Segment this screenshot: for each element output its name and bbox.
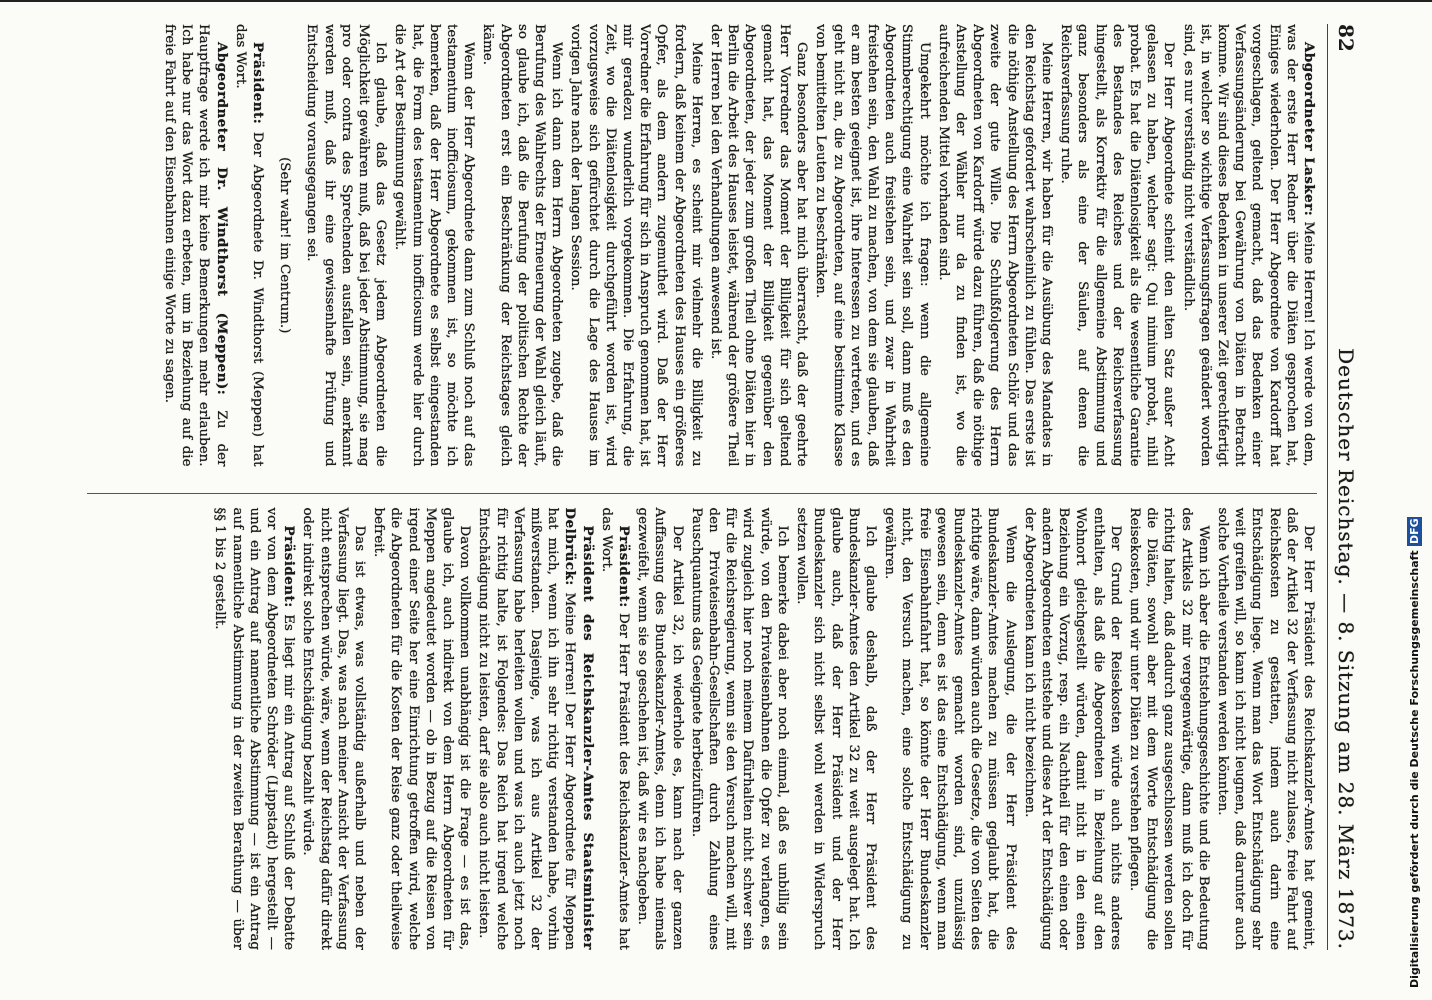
paragraph bbox=[232, 24, 266, 467]
paragraph-text: Es liegt mir ein Antrag auf Schluß der Debatte vor von dem Abgeordneten Schröder (Lippstadt) hergestellt — und ein Antrag auf namentliche Abstimmung — ist ein Antrag auf namentliche Abstimmung in der zweiten Berathung — über §§ 1 bis 2 gestellt. bbox=[212, 507, 297, 950]
paragraph-text: Ich glaube, daß das Gesetz jedem Abgeordneten die Möglichkeit gewähren muß, daß bei jeder Abstimmung, sie mag pro oder contra des Sprechenden ausfallen sein, anerkannt werden muß, daß ihr eine gewissenhafte Prüfung und Entscheidung vorausgegangen sei. bbox=[304, 24, 389, 467]
speaker-name: Präsident: bbox=[616, 525, 633, 608]
text-column-left bbox=[87, 24, 1317, 467]
paragraph-text: Wenn der Herr Abgeordnete dann zum Schluß noch auf das testamentum inofficiosum, gekommen ist, so möchte ich bemerken, daß der Herr Abgeordnete es selbst eingestanden hat, die Form des testamentum inofficiosum werde hier durch die Art der Bestimmung gewählt. bbox=[392, 24, 477, 467]
paragraph bbox=[161, 24, 230, 467]
paragraph bbox=[1021, 508, 1124, 951]
speaker-name: Präsident: bbox=[250, 42, 267, 125]
paragraph-text: Zu der Hauptfrage werde ich mir keine Bemerkungen mehr erlauben. Ich habe nur das Wort dazu erbeten, um in Beziehung auf die freie Fahrt auf den Eisenbahnen einige Worte zu sagen. bbox=[162, 24, 229, 467]
paragraph-text: Meine Herren! Ich werde von dem, was der erste Herr Redner über die Diäten gesprochen hat, Einiges wiederholen. Der Herr Abgeordnete von Kardorff hat vorgeschlagen, geltend gemacht, daß das Bedenken einer Verfassungsänderung bei Gewährung von Diäten in Betracht komme. Wir sind dieses Bedenken in unserer Zeit gerechtfertigt ist, in welcher so wichtige Verfassungsfragen geändert worden sind, es nur verständig nicht verständlich. bbox=[1180, 24, 1316, 467]
text-columns bbox=[87, 24, 1317, 950]
dfg-logo-badge: DFG bbox=[1408, 518, 1421, 545]
text-column-right bbox=[87, 493, 1317, 951]
paragraph-text: Meine Herren, wir haben für die Ausübung des Mandates in den Reichstag gefordert wahrscheinlich zu fühlen. Das erste ist die nöthige Anstellung des Herrn Abgeordneten Schlör und das zweite der gute Wille. Die Schlußfolgerung des Herrn Abgeordneten von Kardorff würde dazu führen, daß die nöthige Anstellung der Wähler nur da zu finden ist, wo die aufreichenden Mittel vorhanden sind. bbox=[935, 24, 1054, 467]
paragraph bbox=[276, 24, 293, 467]
paragraph bbox=[479, 24, 565, 467]
paragraph bbox=[812, 24, 932, 467]
paragraph bbox=[370, 508, 473, 951]
digitization-credit-text: Digitalisierung gefördert durch die Deutsche Forschungsgemeinschaft bbox=[1408, 550, 1421, 988]
paragraph-text: Meine Herren! Der Herr Abgeordnete für Meppen hat mich, wenn ich ihn sehr richtig verstanden habe, vorhin mißverstanden. Dasjenige, was ich aus Artikel 32 der Verfassung habe herleiten wollen und was ich auch jetzt noch für richtig halte, ist Folgendes: Das Reich hat irgend welche Entschädigung nicht zu leisten, darf sie also auch nicht leisten. bbox=[476, 507, 578, 950]
paragraph bbox=[391, 24, 477, 467]
paragraph bbox=[1126, 508, 1212, 951]
paragraph-text: Der Herr Abgeordnete scheint den alten Satz außer Acht gelassen zu haben, welcher sagt: Qui nimium probat, nihil probat. Es hat die Diätenlosigkeit als die wesentliche Garantie des Bestandes des Reiches und der Reichsverfassung hingestellt, als Korrektiv für die allgemeine Abstimmung und ganz besonders als eine der Säulen, auf denen die Reichsverfassung ruhe. bbox=[1058, 24, 1177, 467]
digitization-credit bbox=[1408, 8, 1430, 988]
paragraph-text: Wenn die Auslegung, die der Herr Präsident des Bundeskanzler-Amtes machen zu müssen geglaubt hat, die richtige wäre, dann würden auch die Gesetze, die von Seiten des Bundeskanzler-Amtes gemacht worden sind, unzulässig gewesen sein, denn es ist das eine Entschädigung, wenn man freie Eisenbahnfahrt hat, so könnte der Herr Bundeskanzler nicht, den Versuch machen, eine solche Entschädigung zu gewähren. bbox=[882, 507, 1018, 950]
paragraph bbox=[688, 508, 791, 951]
paragraph-text: Ganz besonders aber hat mich überrascht, daß der geehrte Herr Vorredner das Moment der Billigkeit für sich geltend gemacht hat, das Moment der Billigkeit gegenüber den Abgeordneten, der jeder zum großen Theil ohne Diäten hier in Berlin die Arbeit des Hauses leistet, während der größere Theil der Herren bei den Verhandlungen anwesend ist. bbox=[708, 24, 810, 467]
paragraph bbox=[1179, 24, 1317, 467]
paragraph-text: Der Abgeordnete Dr. Windthorst (Meppen) hat das Wort. bbox=[232, 24, 266, 467]
paragraph-text: Der Herr Präsident des Reichskanzler-Amtes hat gemeint, daß der Artikel 32 der Verfassung nicht zulasse, freie Fahrt auf Reichskosten zu gestatten, indem auch darin eine Entschädigung liege. Wenn man das Wort Entschädigung sehr weit greifen will, so kann ich nicht leugnen, daß darunter auch solche Vortheile verstanden werden könnten. bbox=[1214, 507, 1316, 950]
page-title: Deutscher Reichstag. — 8. Sitzung am 28. März 1873. bbox=[1334, 348, 1358, 950]
paragraph bbox=[598, 508, 632, 951]
paragraph bbox=[1057, 24, 1177, 467]
paragraph-text: Der Grund der Reisekosten würde auch nichts anderes enthalten, als daß die Abgeordneten in Beziehung auf den Wohnort gleichgestellt würden, damit nicht in den einen Beziehung ein Vorzug, resp. ein Nachtheil für den einen oder andern Abgeordneten entstehe und diese Art der Entschädigung der Abgeordneten kann ich nicht bezeichnen. bbox=[1021, 507, 1123, 950]
paragraph-text: Davon vollkommen unabhängig ist die Frage — es ist das, glaube ich, auch indirekt von dem Herrn Abgeordneten für Meppen angedeutet worden — ob in Bezug auf die Reisen von irgend einer Seite her eine Einrichtung getroffen wird, welche die Abgeordneten für die Kosten der Reise ganz oder theilweise befreit. bbox=[371, 507, 473, 950]
paragraph bbox=[935, 24, 1055, 467]
paragraph-text: Ich glaube deshalb, daß der Herr Präsident des Bundeskanzler-Amtes den Artikel 32 zu weit ausgelegt hat. Ich glaube auch, daß der Herr Präsident und der Herr Bundeskanzler sich nicht selbst wohl werden in Widerspruch setzen wollen. bbox=[794, 507, 878, 950]
paragraph-text: Das ist etwas, was vollständig außerhalb und neben der Verfassung liegt. Das, was nach meiner Ansicht der Verfassung nicht entsprechen würde, wäre, wenn der Reichstag dafür direkt oder indirekt solche Entschädigung bezahlt würde. bbox=[300, 507, 368, 950]
paragraph bbox=[1214, 508, 1317, 951]
paragraph bbox=[303, 24, 389, 467]
paragraph-text: Ich bemerke dabei aber noch einmal, daß es unbillig sein würde, von den Privateisenbahnen die Opfer zu verlangen, es wird zugleich hier noch meinem Dafürhalten nicht schwer sein für die Reichsregierung, wenn sie den Versuch machen will, mit den Privateisenbahn-Gesellschaften durch Zahlung eines Pauschquantums das Geeignete herbeizuführen. bbox=[688, 507, 790, 950]
page-number: 82 bbox=[1334, 24, 1358, 52]
paragraph bbox=[475, 508, 595, 951]
paragraph-text: Umgekehrt möchte ich fragen: wenn die allgemeine Stimmberechtigung eine Wahrheit sein soll, dann muß es den Abgeordneten auch freistehen sein, und zwar in Wahrheit freistehen sein, den Wahl zu machen, von dem sie glauben, daß er am besten geeignet ist, ihre Interessen zu vertreten, und es geht nicht an, die zu Abgeordneten, auf eine bestimmte Klasse von bemittelten Leuten zu beschränken. bbox=[813, 24, 932, 467]
speaker-name: Präsident des Reichskanzler-Amtes Staatsminister Delbrück: bbox=[562, 507, 596, 950]
paragraph-text: Wenn ich dann dem Herrn Abgeordneten zugebe, daß die Berufung des Wahlrechts der Erneuerung der Wahl gleich läuft, so glaube ich, daß die Berufung der politischen Rechte der Abgeordneten erst ein Beschränkung der Reichstages gleich käme. bbox=[480, 24, 565, 467]
speaker-name: Abgeordneter Lasker: bbox=[1301, 42, 1317, 217]
paragraph-text: Wenn ich aber die Entstehungsgeschichte und die Bedeutung des Artikels 32 mir vergegenwärtige, dann muß ich doch für richtig halten, daß dadurch ganz ausgeschlossen werden sollen die Diäten, sowohl aber mit dem Worte Entschädigung die Reisekosten, und wir unter Diäten zu verstehen pflegen. bbox=[1126, 507, 1211, 950]
rotated-document-page bbox=[50, 0, 1380, 990]
paragraph-text: Der Herr Präsident des Reichskanzler-Amtes hat das Wort. bbox=[598, 507, 632, 950]
paragraph bbox=[299, 508, 368, 951]
paragraph bbox=[793, 508, 879, 951]
paragraph bbox=[567, 24, 705, 467]
speaker-name: Abgeordneter Dr. Windthorst (Meppen): bbox=[213, 42, 230, 396]
speaker-name: Präsident: bbox=[281, 525, 298, 608]
paragraph-text: Meine Herren, es scheint mir vielmehr die Billigkeit zu fordern, daß keinem der Abgeordneten des Hauses ein größeres Opfer, als dem andern zugemuthet wird. Daß der Herr Vorredner die Erfahrung für sich in Anspruch genommen hat, ist mir geradezu wunderlich vorgekommen. Die Erfahrung, die Zeit, wo die Diätenlosigkeit durchgeführt worden ist, wird vorzugsweise sich gefürchtet durch die Lage des Hauses im vorigen Jahre nach der langen Session. bbox=[568, 24, 704, 467]
paragraph-text: Der Artikel 32, ich wiederhole es, kann nach der ganzen Auffassung des Bundeskanzler-Amtes, denn ich habe niemals gezweifelt, wenn sie so geschehen ist, daß wir es nachgeben. bbox=[635, 507, 685, 950]
paragraph bbox=[881, 508, 1019, 951]
paragraph-text: (Sehr wahr! im Centrum.) bbox=[277, 157, 293, 334]
paragraph bbox=[634, 508, 686, 951]
paragraph bbox=[211, 508, 297, 951]
paragraph bbox=[707, 24, 810, 467]
page-header bbox=[1327, 24, 1358, 950]
